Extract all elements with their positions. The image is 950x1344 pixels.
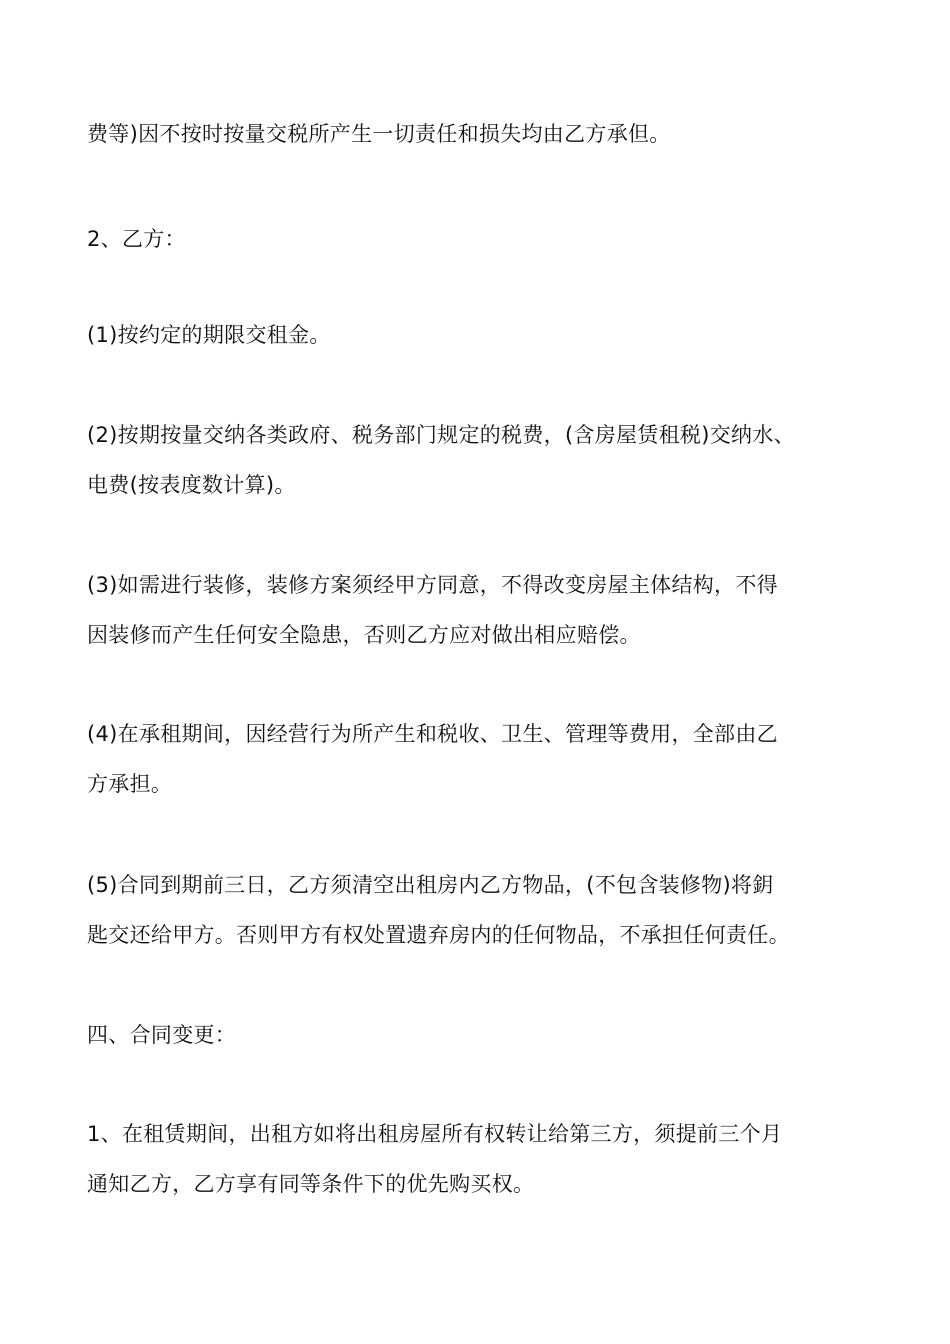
text-line: (2)按期按量交纳各类政府、税务部门规定的税费，(含房屋赁租税)交纳水、	[87, 423, 795, 447]
text-line: (1)按约定的期限交租金。	[87, 323, 331, 347]
text-line: (5)合同到期前三日，乙方须清空出租房内乙方物品，(不包含装修物)将鈅	[87, 873, 774, 897]
text-line: 通知乙方，乙方享有同等条件下的优先购买权。	[87, 1172, 535, 1196]
text-line: 方承担。	[87, 772, 173, 796]
section-heading-party-b: 2、乙方：	[87, 227, 186, 251]
text-line: 因装修而产生任何安全隐患，否则乙方应对做出相应赔偿。	[87, 623, 641, 647]
text-line: (4)在承租期间，因经营行为所产生和税收、卫生、管理等费用，全部由乙	[87, 722, 778, 746]
text-line: 匙交还给甲方。否则甲方有权处置遗弃房内的任何物品，不承担任何责任。	[87, 923, 790, 947]
section-heading-contract-change: 四、合同变更：	[87, 1023, 237, 1047]
text-line: 电费(按表度数计算)。	[87, 473, 296, 497]
text-line: (3)如需进行装修，装修方案须经甲方同意，不得改变房屋主体结构，不得	[87, 573, 778, 597]
text-line: 费等)因不按时按量交税所产生一切责任和损失均由乙方承但。	[87, 122, 671, 146]
text-line: 1、在租赁期间，出租方如将出租房屋所有权转让给第三方，须提前三个月	[87, 1122, 783, 1146]
